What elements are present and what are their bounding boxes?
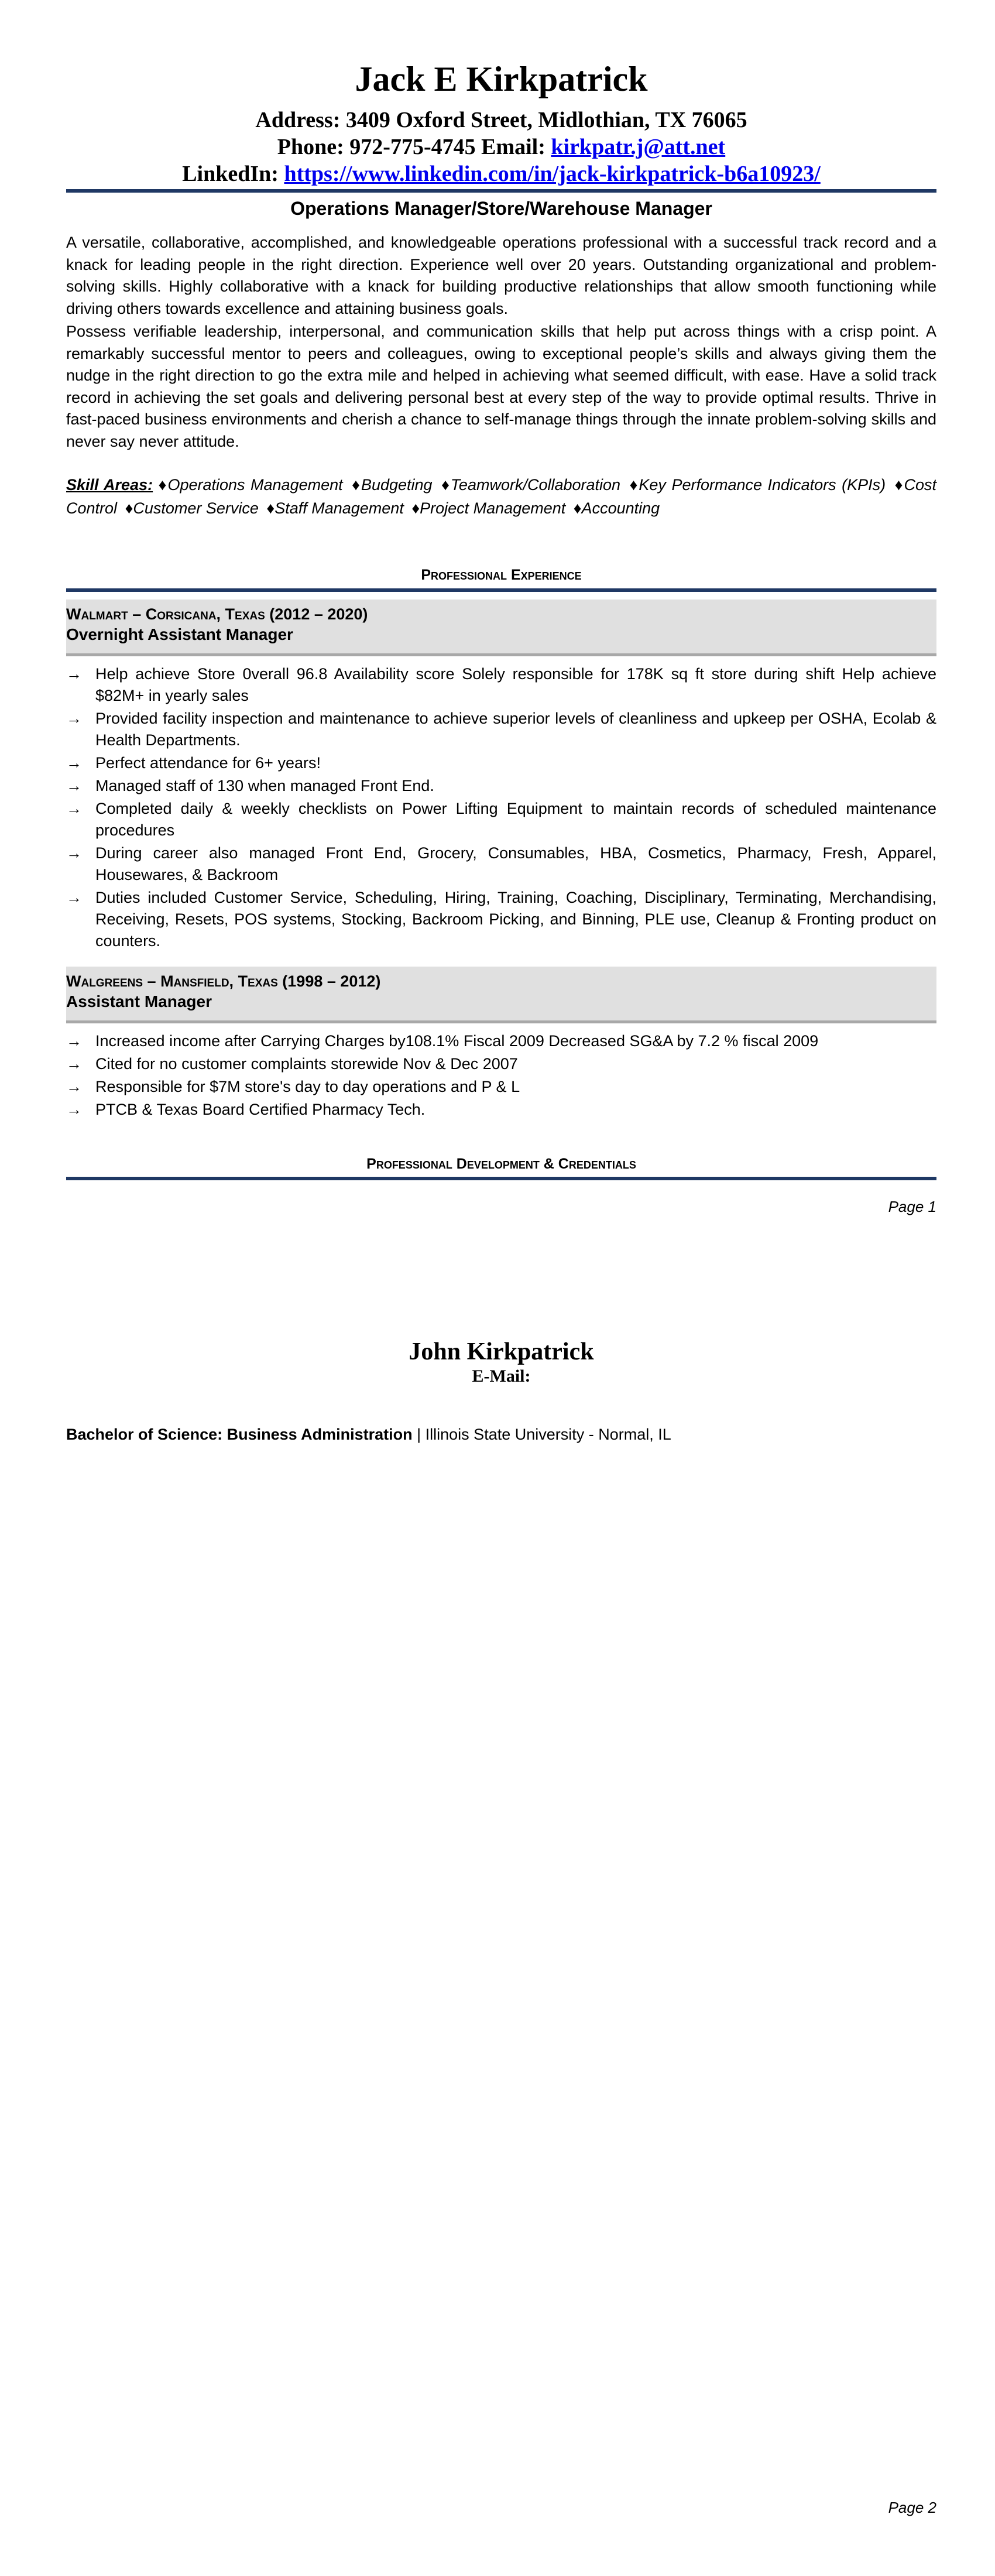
linkedin-line: [66, 160, 936, 187]
bullet-text: Managed staff of 130 when managed Front End.: [95, 777, 434, 794]
header-divider: [66, 189, 936, 193]
degree: Bachelor of Science: Business Administration: [66, 1426, 413, 1443]
arrow-icon: →: [66, 665, 82, 683]
skill-item: ♦Operations Management: [158, 476, 343, 494]
skill-item: ♦Key Performance Indicators (KPIs): [629, 476, 886, 494]
bullet-item: [66, 1099, 936, 1121]
summary-paragraph-1: A versatile, collaborative, accomplished, and knowledgeable operations professional with a successful track record and a knack for leading people in the right direction. Experience well over 20 years. Outstanding organizational and problem-solving skills. Highly collaborative with a knack for building productive relationships that allow smooth functioning while driving others towards excellence and attaining business goals.: [66, 234, 936, 317]
phone-email-line: [66, 133, 936, 160]
job-bullets: [66, 1030, 936, 1121]
arrow-icon: →: [66, 1055, 82, 1073]
job-walgreens: [66, 967, 936, 1122]
contact-block: [66, 107, 936, 187]
email-link[interactable]: kirkpatr.j@att.net: [551, 135, 726, 159]
bullet-text: Increased income after Carrying Charges by108.1% Fiscal 2009 Decreased SG&A by 7.2 % fiscal 2009: [95, 1032, 819, 1050]
arrow-icon: →: [66, 800, 82, 817]
job-role: Assistant Manager: [66, 992, 212, 1010]
skill-item: ♦Budgeting: [352, 476, 433, 494]
education-entry: [66, 1426, 936, 1444]
skill-item: ♦Staff Management: [266, 499, 404, 517]
phone: Phone: 972-775-4745 Email:: [277, 135, 551, 159]
job-header: [66, 600, 936, 656]
skill-item: ♦Teamwork/Collaboration: [441, 476, 621, 494]
bullet-text: Cited for no customer complaints storewide Nov & Dec 2007: [95, 1055, 518, 1073]
bullet-item: [66, 1076, 936, 1098]
skill-areas-label: Skill Areas:: [66, 476, 153, 494]
arrow-icon: →: [66, 1078, 82, 1095]
bullet-text: During career also managed Front End, Grocery, Consumables, HBA, Cosmetics, Pharmacy, Fresh, Apparel, Housewares, & Backroom: [95, 844, 936, 883]
school: | Illinois State University - Normal, IL: [412, 1426, 671, 1443]
arrow-icon: →: [66, 844, 82, 862]
job-bullets: [66, 663, 936, 952]
skill-item: ♦Accounting: [573, 499, 660, 517]
bullet-text: Help achieve Store 0verall 96.8 Availability score Solely responsible for 178K sq ft store during shift Help achieve $82M+ in yearly sales: [95, 665, 936, 704]
job-header-rule: [66, 653, 936, 656]
bullet-item: [66, 798, 936, 841]
bullet-item: [66, 708, 936, 751]
page-number-1: Page 1: [888, 1198, 936, 1215]
credentials-divider: [66, 1177, 936, 1180]
job-role: Overnight Assistant Manager: [66, 625, 293, 643]
page-number-2: Page 2: [888, 2499, 936, 2516]
skill-item: ♦Customer Service: [125, 499, 259, 517]
bullet-item: [66, 842, 936, 886]
page2-name: John Kirkpatrick: [409, 1338, 594, 1365]
job-walmart: [66, 600, 936, 953]
page2-email-label: E-Mail:: [472, 1366, 531, 1386]
arrow-icon: →: [66, 1032, 82, 1050]
arrow-icon: →: [66, 710, 82, 727]
job-company: Walmart – Corsicana, Texas (2012 – 2020): [66, 605, 368, 623]
bullet-text: Responsible for $7M store's day to day operations and P & L: [95, 1078, 520, 1095]
bullet-item: [66, 1053, 936, 1075]
arrow-icon: →: [66, 889, 82, 906]
linkedin-label: LinkedIn:: [182, 162, 284, 186]
summary-paragraph-2: Possess verifiable leadership, interpersonal, and communication skills that help put across things with a crisp point. A remarkably successful mentor to peers and colleagues, owing to exceptional people’s skills and always giving them the nudge in the right direction to go the extra mile and helped in achieving what seemed difficult, with ease. Have a solid track record in achieving the set goals and delivering personal best at every step of the way to provide optimal results. Thrive in fast-paced business environments and cherish a chance to self-manage things through the innate problem-solving skills and never say never attitude.: [66, 323, 936, 450]
job-header: [66, 967, 936, 1023]
bullet-item: [66, 752, 936, 774]
bullet-text: Completed daily & weekly checklists on Power Lifting Equipment to maintain records of scheduled maintenance procedures: [95, 800, 936, 839]
section-heading-experience: Professional Experience: [421, 567, 582, 583]
bullet-item: [66, 775, 936, 797]
bullet-text: Duties included Customer Service, Scheduling, Hiring, Training, Coaching, Disciplinary, Terminating, Merchandising, Receiving, Resets, POS systems, Stocking, Backroom Picking, and Binning, PLE use, Cleanup & Fronting product on counters.: [95, 889, 936, 950]
section-heading-credentials: Professional Development & Credentials: [366, 1156, 636, 1172]
job-header-rule: [66, 1020, 936, 1023]
skill-areas: [66, 473, 936, 520]
candidate-name: Jack E Kirkpatrick: [355, 60, 648, 98]
address: Address: 3409 Oxford Street, Midlothian, TX 76065: [255, 108, 747, 132]
bullet-item: [66, 887, 936, 952]
arrow-icon: →: [66, 777, 82, 794]
arrow-icon: →: [66, 754, 82, 772]
arrow-icon: →: [66, 1101, 82, 1118]
bullet-text: PTCB & Texas Board Certified Pharmacy Tech.: [95, 1101, 426, 1118]
professional-title: Operations Manager/Store/Warehouse Manager: [290, 198, 712, 219]
skill-item: ♦Cost Control: [66, 476, 936, 517]
bullet-item: [66, 663, 936, 707]
experience-divider: [66, 588, 936, 592]
bullet-item: [66, 1030, 936, 1052]
skill-item: ♦Project Management: [411, 499, 566, 517]
bullet-text: Provided facility inspection and maintenance to achieve superior levels of cleanliness and upkeep per OSHA, Ecolab & Health Departments.: [95, 710, 936, 749]
bullet-text: Perfect attendance for 6+ years!: [95, 754, 321, 772]
linkedin-link[interactable]: https://www.linkedin.com/in/jack-kirkpatrick-b6a10923/: [284, 162, 821, 186]
job-company: Walgreens – Mansfield, Texas (1998 – 2012): [66, 972, 381, 990]
